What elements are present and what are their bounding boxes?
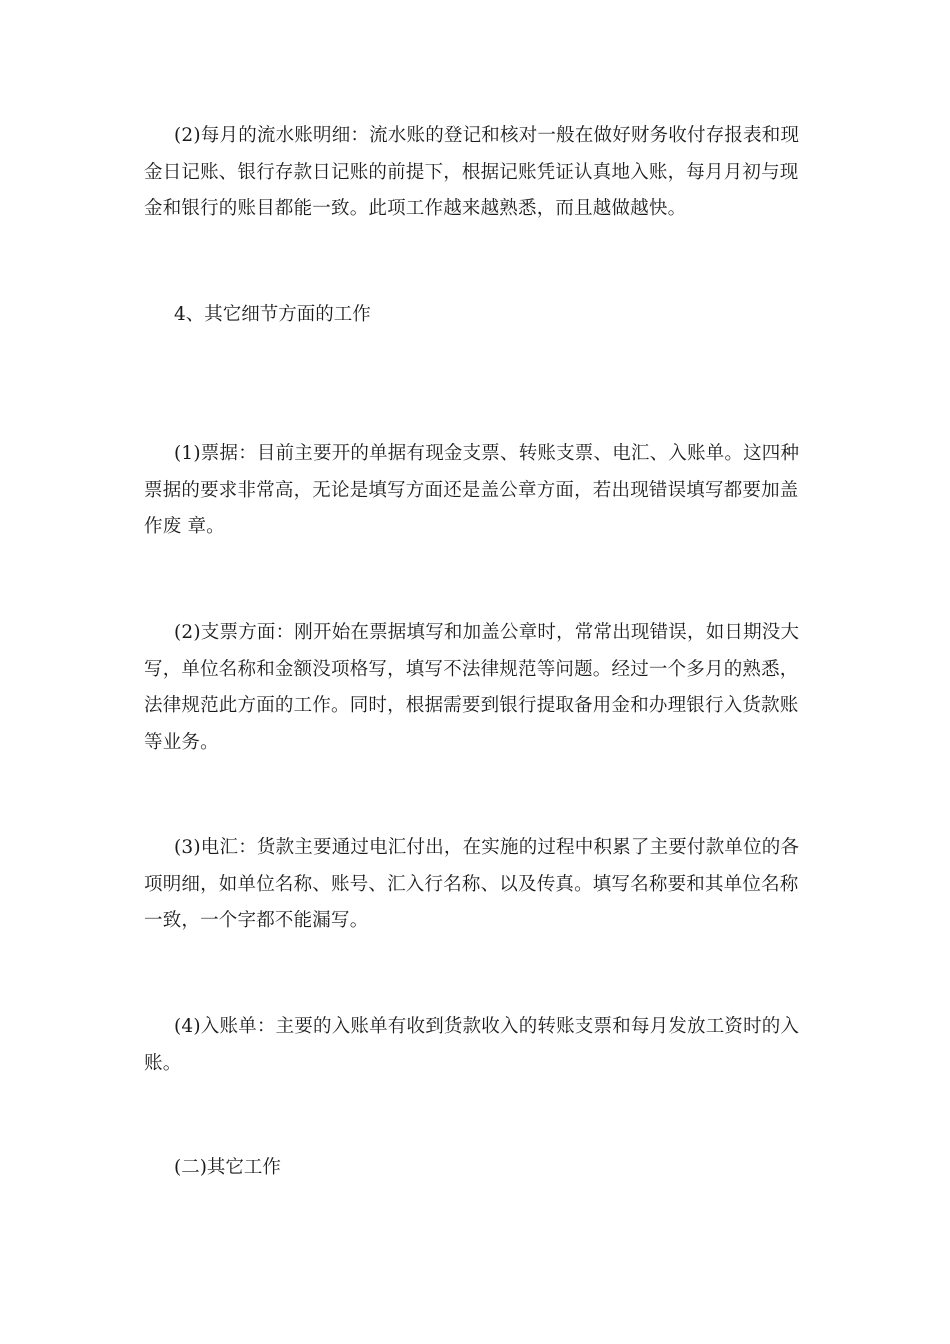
- paragraph-text: (2)每月的流水账明细：流水账的登记和核对一般在做好财务收付存报表和现金日记账、银行存款日记账的前提下，根据记账凭证认真地入账，每月月初与现金和银行的账目都能一致。此项工作越来越熟悉，而且越做越快。: [144, 125, 800, 219]
- paragraph-text: (3)电汇：货款主要通过电汇付出，在实施的过程中积累了主要付款单位的各项明细，如单位名称、账号、汇入行名称、以及传真。填写名称要和其单位名称一致，一个字都不能漏写。: [144, 837, 800, 931]
- paragraph-text: (4)入账单：主要的入账单有收到货款收入的转账支票和每月发放工资时的入账。: [144, 1016, 800, 1074]
- paragraph-text: (2)支票方面：刚开始在票据填写和加盖公章时，常常出现错误，如日期没大写，单位名称和金额没项格写，填写不法律规范等问题。经过一个多月的熟悉，法律规范此方面的工作。同时，根据需要到银行提取备用金和办理银行入货款账等业务。: [144, 622, 800, 753]
- paragraph-ledger-details: [144, 118, 804, 228]
- paragraph-bills: [144, 436, 804, 546]
- section-heading-other-details: 4、其它细节方面的工作: [174, 304, 371, 325]
- paragraph-deposit-slip: [144, 1009, 804, 1082]
- paragraph-wire-transfer: [144, 830, 804, 940]
- paragraph-checks: [144, 615, 804, 761]
- section-heading-other-work: (二)其它工作: [174, 1157, 281, 1178]
- paragraph-text: (1)票据：目前主要开的单据有现金支票、转账支票、电汇、入账单。这四种票据的要求非常高，无论是填写方面还是盖公章方面，若出现错误填写都要加盖 作废 章。: [144, 443, 800, 537]
